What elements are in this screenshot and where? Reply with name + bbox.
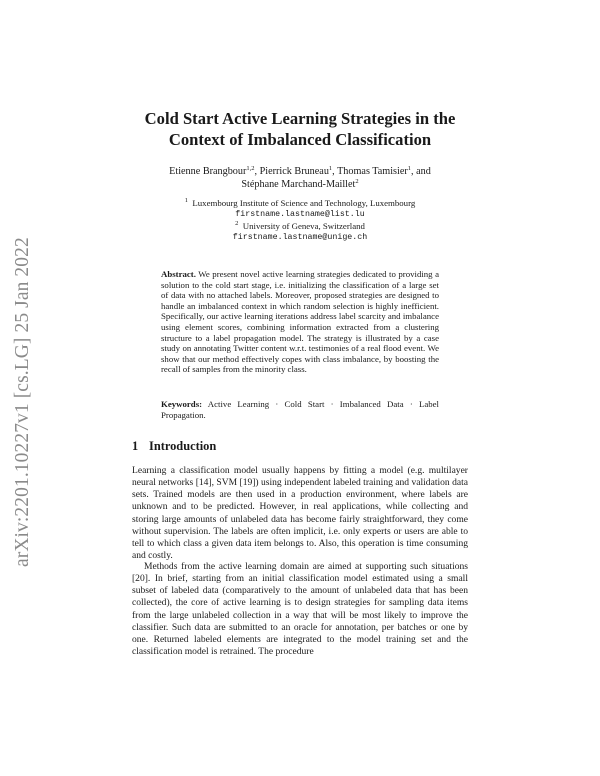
arxiv-stamp: arXiv:2201.10227v1 [cs.LG] 25 Jan 2022 — [12, 237, 33, 567]
affiliation-label: Luxembourg Institute of Science and Technology, Luxembourg — [192, 198, 416, 208]
affiliation-name — [100, 221, 500, 232]
author-affiliation-mark: 1 — [407, 165, 412, 172]
affiliation-mark: 2 — [235, 219, 239, 227]
author-name: , Thomas Tamisier — [332, 166, 408, 177]
affiliation-email: firstname.lastname@unige.ch — [232, 233, 368, 243]
author-name: Etienne Brangbour — [169, 166, 247, 177]
title-line-1: Cold Start Active Learning Strategies in the — [144, 109, 456, 128]
affiliation-email: firstname.lastname@list.lu — [235, 210, 365, 220]
affiliation-mark: 1 — [184, 197, 188, 204]
author-line-1 — [100, 165, 500, 178]
abstract-label: Abstract. — [161, 269, 196, 279]
body-paragraph-1: Learning a classification model usually happens by fitting a model (e.g. multilayer neural networks [14], SVM [19]) using independent labeled training and validation data sets. Trained models are then used in a production environment, where labels are unknown and to be predicted. However, in real applications, while collecting and storing large amounts of unlabeled data has become fairly straightforward, they come without supervision. The labels are often implicit, i.e. only experts or users are able to tell to which class a given data item belongs to. Also, this operation is time consuming and costly. — [132, 465, 468, 562]
affiliation-label: University of Geneva, Switzerland — [242, 220, 365, 231]
author-conjunction: , and — [411, 166, 431, 177]
keywords — [161, 399, 439, 420]
author-affiliation-mark: 1,2 — [246, 165, 255, 172]
author-list — [100, 165, 500, 191]
abstract — [161, 269, 439, 375]
section-heading — [132, 439, 216, 454]
author-affiliation-mark: 1 — [328, 165, 333, 172]
author-name: , Pierrick Bruneau — [254, 166, 329, 177]
body-paragraph-2: Methods from the active learning domain are aimed at supporting such situations [20]. In brief, starting from an initial classification model estimated using a small subset of labeled data (comparatively to the amount of unlabeled data that has been collected), the core of active learning is to design strategies for sampling data items from the large unlabeled collection in a way that will be most likely to improve the classifier. Such data are submitted to an oracle for annotation, per batches or one by one. Returned labeled elements are integrated to the model training set and the classification model is retrained. The procedure — [132, 561, 468, 658]
keywords-text: Active Learning · Cold Start · Imbalanced Data · Label Propagation. — [161, 399, 440, 420]
title-line-2: Context of Imbalanced Classification — [168, 130, 432, 149]
affiliation-name — [100, 198, 500, 209]
author-line-2 — [100, 178, 500, 191]
keywords-label: Keywords: — [161, 399, 203, 409]
abstract-text: We present novel active learning strategies dedicated to providing a solution to the cold start stage, i.e. initializing the classification of a large set of data with no attached labels. Moreover, proposed strategies are designed to handle an imbalanced context in which random selection is highly inefficient. Specifically, our active learning iterations address label scarcity and imbalance using element scores, combining information extracted from a clustering structure to a label propagation model. The strategy is illustrated by a case study on annotating Twitter content w.r.t. testimonies of a real flood event. We show that our method effectively copes with class imbalance, by boosting the recall of samples from the minority class. — [161, 269, 439, 375]
author-affiliation-mark: 2 — [355, 178, 359, 185]
author-name: Stéphane Marchand-Maillet — [241, 179, 356, 190]
paper-title — [100, 108, 500, 150]
section-title: Introduction — [149, 439, 217, 453]
section-number: 1 — [132, 439, 139, 453]
affiliations — [100, 198, 500, 244]
